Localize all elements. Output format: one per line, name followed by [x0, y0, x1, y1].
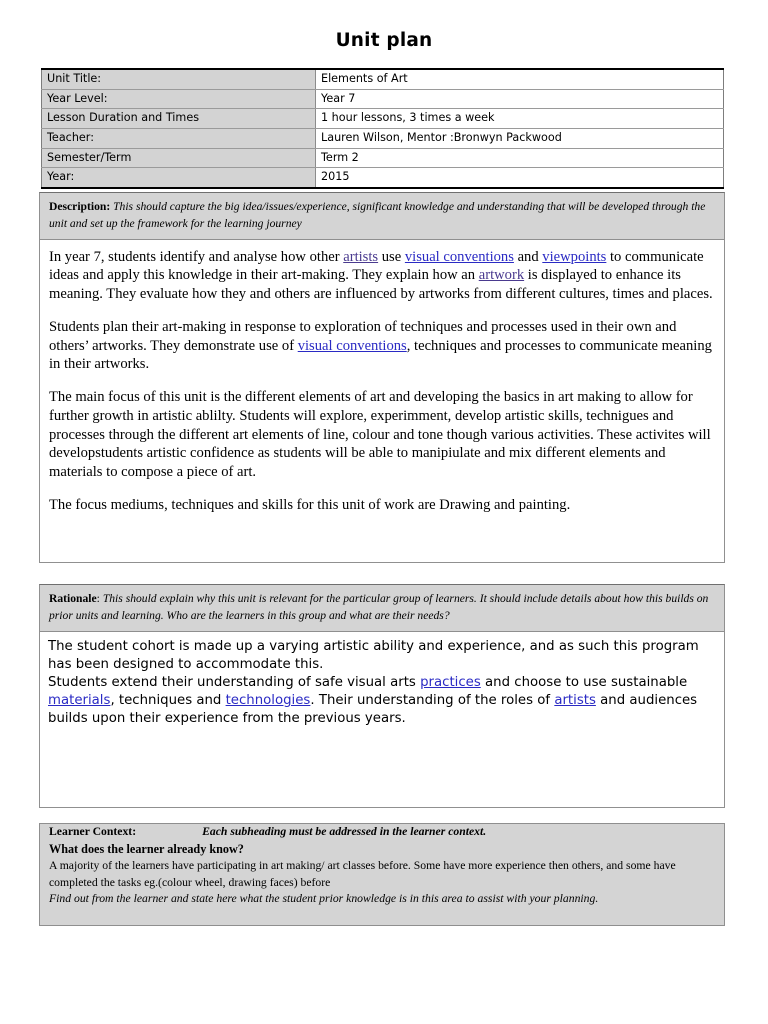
info-value-semester-term: Term 2: [316, 148, 724, 168]
learner-context-title-row: [40, 824, 724, 841]
info-label-semester-term: Semester/Term: [42, 148, 316, 168]
learner-context-hint: Each subheading must be addressed in the learner context.: [202, 825, 487, 838]
text-run: , techniques and: [110, 693, 226, 709]
learner-context-section: [39, 823, 725, 926]
description-paragraph-1: [49, 248, 714, 304]
text-run: is displayed to enhance its meaning. They evaluate how they and others are influenced by artworks from different cultures, times and places.: [49, 267, 713, 303]
rationale-header-label: Rationale: [49, 592, 97, 605]
rationale-header-hint: This should explain why this unit is relevant for the particular group of learners. It should include details about how this builds on prior units and learning. Who are the learners in this group and what are their needs?: [49, 592, 709, 623]
info-label-lesson-duration: Lesson Duration and Times: [42, 109, 316, 129]
link-artists-rationale[interactable]: artists: [554, 693, 596, 709]
description-paragraph-3: The main focus of this unit is the different elements of art and developing the basics in art making to allow for further growth in artistic ablilty. Students will explore, experimment, develop artistic skills, technigues and processes through the different art elements of line, colour and tone though various activities. These activites will developstudents artistic confidence as students will be able to manipiulate and mix different elements and materials to compose a piece of art.: [49, 389, 711, 481]
description-header: [40, 193, 724, 240]
info-value-lesson-duration: 1 hour lessons, 3 times a week: [316, 109, 724, 129]
info-label-year: Year:: [42, 168, 316, 188]
link-technologies[interactable]: technologies: [225, 693, 311, 709]
table-row: [42, 89, 724, 109]
link-artwork[interactable]: artwork: [478, 267, 525, 284]
info-value-unit-title: Elements of Art: [316, 69, 724, 89]
info-value-year-level: Year 7: [316, 89, 724, 109]
text-run: The student cohort is made up a varying artistic ability and experience, and as such this program has been designed to accommodate this.: [48, 638, 699, 672]
description-paragraph-4: The focus mediums, techniques and skills for this unit of work are Drawing and painting.: [49, 496, 571, 513]
page-title: Unit plan: [335, 30, 433, 51]
link-visual-conventions[interactable]: visual conventions: [404, 248, 514, 265]
rationale-section: [39, 584, 725, 808]
text-run: , techniques and processes to communicate meaning in their artworks.: [49, 337, 712, 373]
text-run: Students plan their art-making in response to exploration of techniques and processes used in their own and others’ artworks. They demonstrate use of: [49, 318, 677, 354]
rationale-header-colon: :: [96, 592, 100, 605]
link-practices[interactable]: practices: [420, 675, 481, 691]
learner-context-answer: A majority of the learners have participating in art making/ art classes before. Some have more experience then others, and some have completed the tasks eg.(colour wheel, drawing faces) before: [49, 859, 676, 889]
text-run: and audiences builds upon their experience from the previous years.: [48, 693, 698, 727]
description-header-hint: This should capture the big idea/issues/experience, significant knowledge and understanding that will be developed through the unit and set up the framework for the learning journey: [49, 200, 706, 230]
info-label-unit-title: Unit Title:: [42, 69, 316, 89]
learner-context-prompt: Find out from the learner and state here what the student prior knowledge is in this area to assist with your planning.: [49, 892, 599, 906]
learner-context-title: Learner Context:: [49, 825, 137, 838]
text-run: In year 7, students identify and analyse how other: [49, 248, 344, 265]
info-value-teacher: Lauren Wilson, Mentor :Bronwyn Packwood: [316, 128, 724, 148]
table-row: [42, 109, 724, 129]
description-paragraph-2: [49, 318, 714, 374]
rationale-body: [40, 632, 724, 739]
description-section: [39, 192, 725, 563]
learner-context-question-row: [40, 841, 724, 859]
link-viewpoints[interactable]: viewpoints: [542, 248, 607, 265]
link-visual-conventions-2[interactable]: visual conventions: [297, 337, 407, 354]
rationale-paragraph: [48, 638, 714, 729]
link-artists[interactable]: artists: [343, 248, 379, 265]
description-header-label: Description:: [49, 200, 111, 213]
text-run: to communicate ideas and apply this knowledge in their art-making. They explain how an: [49, 248, 704, 284]
table-row: [42, 69, 724, 89]
learner-context-prompt-row: [40, 891, 724, 908]
table-row: [42, 148, 724, 168]
text-run: Students extend their understanding of safe visual arts: [48, 675, 421, 691]
text-run: . Their understanding of the roles of: [310, 693, 555, 709]
unit-info-table: [41, 68, 724, 189]
info-value-year: 2015: [316, 168, 724, 188]
info-label-year-level: Year Level:: [42, 89, 316, 109]
info-label-teacher: Teacher:: [42, 128, 316, 148]
learner-context-question: What does the learner already know?: [49, 841, 244, 856]
text-run: and: [513, 248, 543, 265]
learner-context-answer-row: [40, 858, 724, 891]
link-materials[interactable]: materials: [48, 693, 111, 709]
text-run: use: [378, 248, 405, 265]
description-body: [40, 240, 724, 525]
rationale-header: [40, 585, 724, 632]
text-run: and choose to use sustainable: [480, 675, 688, 691]
table-row: [42, 168, 724, 188]
table-row: [42, 128, 724, 148]
